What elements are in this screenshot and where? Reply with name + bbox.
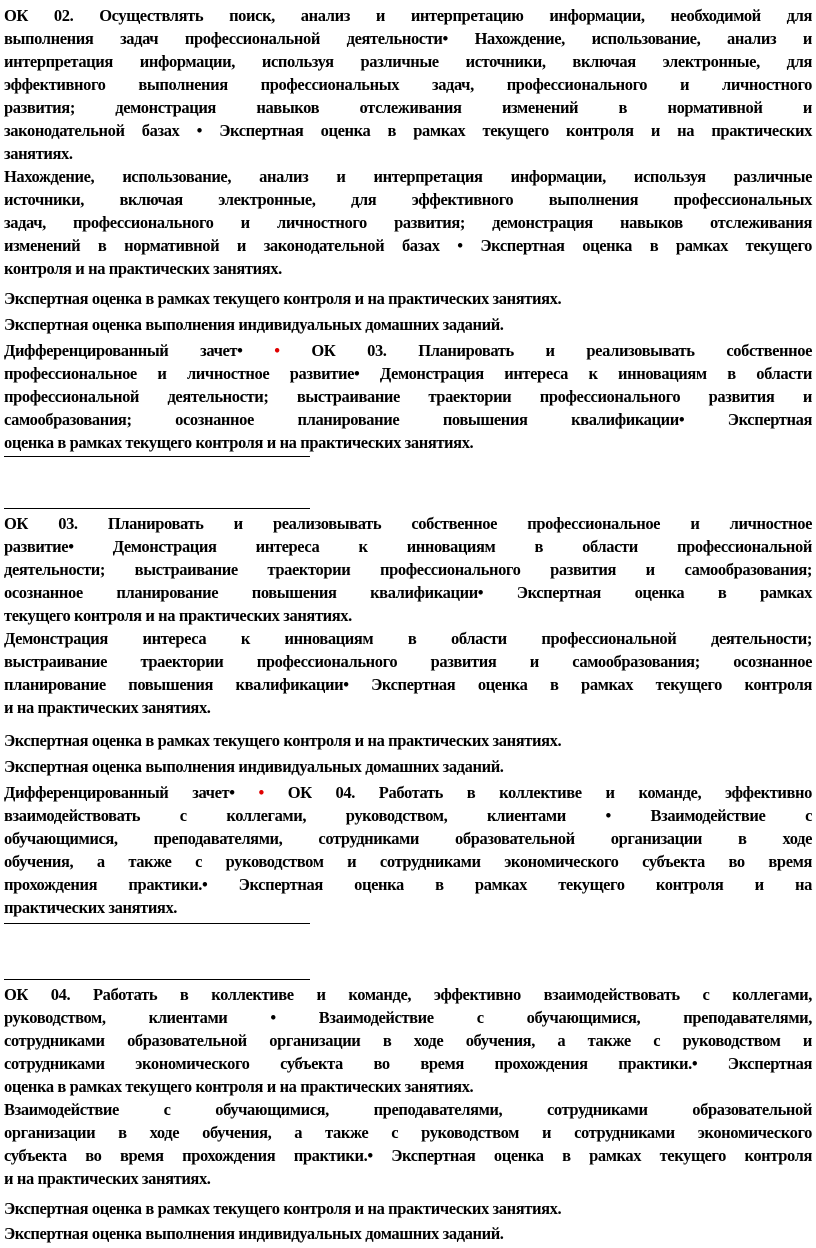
separator-line [4, 923, 310, 924]
text-line: законодательной базах • Экспертная оценка в рамках текущего контроля и на практических [4, 121, 812, 140]
text-line: Взаимодействие с обучающимися, преподавателями, сотрудниками образовательной [4, 1100, 812, 1119]
line-part: ОК 03. Планировать и реализовывать собственное [279, 341, 812, 360]
separator-line [4, 456, 310, 457]
text-line: развитие• Демонстрация интереса к инновациям в области профессиональной [4, 537, 812, 556]
text-line: организации в ходе обучения, а также с руководством и сотрудниками экономического [4, 1123, 812, 1142]
line-part: Дифференцированный зачет• [4, 783, 259, 802]
text-line: оценка в рамках текущего контроля и на практических занятиях. [4, 1077, 474, 1096]
text-line: задач, профессионального и личностного развития; демонстрация навыков отслеживания [4, 213, 812, 232]
text-line: прохождения практики.• Экспертная оценка в рамках текущего контроля и на [4, 875, 812, 894]
text-line: обучения, а также с руководством и сотрудниками экономического субъекта во время [4, 852, 812, 871]
text-line: практических занятиях. [4, 898, 178, 917]
red-bullet-icon: • [274, 341, 280, 360]
text-line: контроля и на практических занятиях. [4, 259, 282, 278]
text-line: обучающимися, преподавателями, сотрудниками образовательной организации в ходе [4, 829, 812, 848]
text-line: и на практических занятиях. [4, 698, 211, 717]
text-line: ОК 04. Работать в коллективе и команде, эффективно взаимодействовать с коллегами, [4, 985, 812, 1004]
text-line: планирование повышения квалификации• Экспертная оценка в рамках текущего контроля [4, 675, 812, 694]
text-line: оценка в рамках текущего контроля и на практических занятиях. [4, 433, 474, 452]
line-part: ОК 04. Работать в коллективе и команде, эффективно [263, 783, 813, 802]
text-line: выполнения задач профессиональной деятельности• Нахождение, использование, анализ и [4, 29, 812, 48]
text-line: взаимодействовать с коллегами, руководством, клиентами • Взаимодействие с [4, 806, 812, 825]
text-line: развития; демонстрация навыков отслеживания изменений в нормативной и [4, 98, 812, 117]
text-line: ОК 03. Планировать и реализовывать собственное профессиональное и личностное [4, 514, 812, 533]
text-line: ОК 02. Осуществлять поиск, анализ и интерпретацию информации, необходимой для [4, 6, 812, 25]
text-line: Экспертная оценка выполнения индивидуальных домашних заданий. [4, 315, 504, 334]
text-line: самообразования; осознанное планирование повышения квалификации• Экспертная [4, 410, 812, 429]
text-line: занятиях. [4, 144, 73, 163]
text-line: профессиональное и личностное развитие• Демонстрация интереса к инновациям в области [4, 364, 812, 383]
text-line: источники, включая электронные, для эффективного выполнения профессиональных [4, 190, 812, 209]
text-line: руководством, клиентами • Взаимодействие с обучающимися, преподавателями, [4, 1008, 812, 1027]
text-line-with-red-bullet [4, 339, 812, 362]
text-line: профессиональной деятельности; выстраивание траектории профессионального развития и [4, 387, 812, 406]
text-line: деятельности; выстраивание траектории профессионального развития и самообразования; [4, 560, 812, 579]
text-line: текущего контроля и на практических занятиях. [4, 606, 352, 625]
text-line: выстраивание траектории профессионального развития и самообразования; осознанное [4, 652, 812, 671]
text-line: сотрудниками образовательной организации в ходе обучения, а также с руководством и [4, 1031, 812, 1050]
text-line: Экспертная оценка выполнения индивидуальных домашних заданий. [4, 1224, 504, 1243]
text-line: Нахождение, использование, анализ и интерпретация информации, используя различные [4, 167, 812, 186]
text-line: осознанное планирование повышения квалификации• Экспертная оценка в рамках [4, 583, 812, 602]
separator-line [4, 979, 310, 980]
text-line: Экспертная оценка в рамках текущего контроля и на практических занятиях. [4, 1199, 562, 1218]
text-line: сотрудниками экономического субъекта во время прохождения практики.• Экспертная [4, 1054, 812, 1073]
text-line: Экспертная оценка в рамках текущего контроля и на практических занятиях. [4, 731, 562, 750]
text-line: и на практических занятиях. [4, 1169, 211, 1188]
text-line: Экспертная оценка выполнения индивидуальных домашних заданий. [4, 757, 504, 776]
text-line: изменений в нормативной и законодательной базах • Экспертная оценка в рамках текущего [4, 236, 812, 255]
text-line: Экспертная оценка в рамках текущего контроля и на практических занятиях. [4, 289, 562, 308]
line-part: Дифференцированный зачет• [4, 341, 275, 360]
text-line: субъекта во время прохождения практики.• Экспертная оценка в рамках текущего контроля [4, 1146, 812, 1165]
text-line: интерпретация информации, используя различные источники, включая электронные, для [4, 52, 812, 71]
separator-line [4, 508, 310, 509]
text-line: Демонстрация интереса к инновациям в области профессиональной деятельности; [4, 629, 812, 648]
red-bullet-icon: • [258, 783, 264, 802]
text-line-with-red-bullet [4, 781, 812, 804]
text-line: эффективного выполнения профессиональных задач, профессионального и личностного [4, 75, 812, 94]
